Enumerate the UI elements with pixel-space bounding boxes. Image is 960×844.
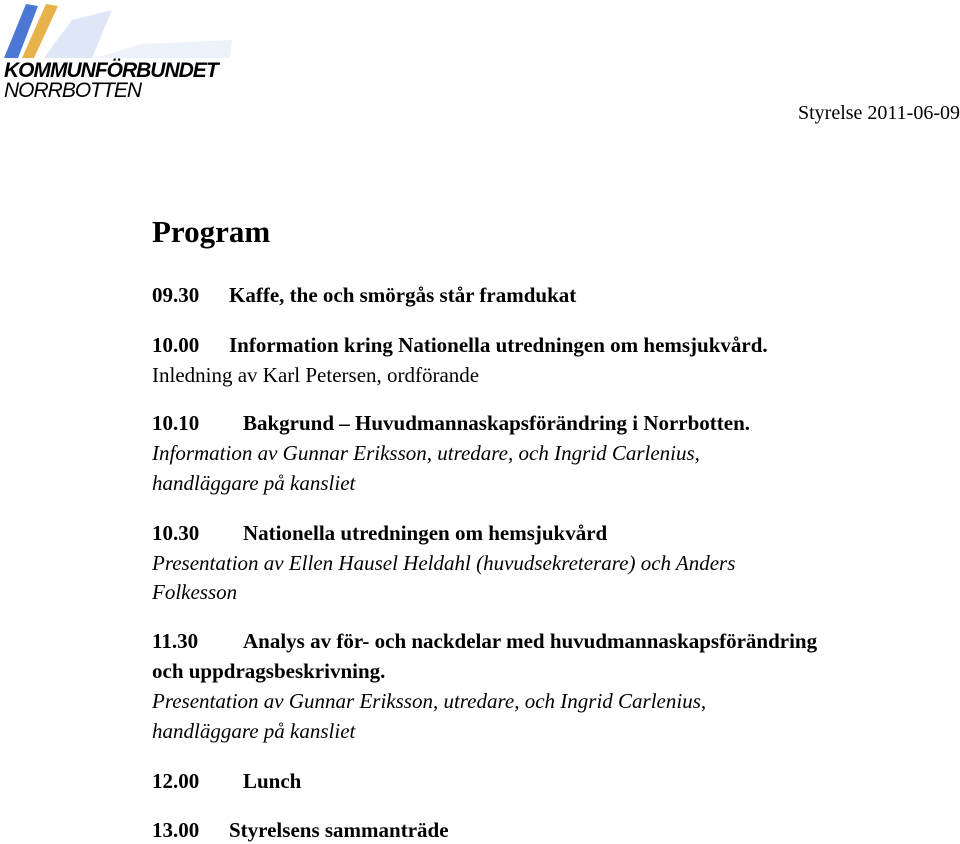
program-time: 10.30 — [152, 521, 200, 545]
program-time: 09.30 — [152, 283, 200, 307]
logo-text-line1: KOMMUNFÖRBUNDET — [4, 59, 218, 82]
program-heading: Analys av för- och nackdelar med huvudmannaskapsförändring — [243, 629, 818, 653]
logo-stripe-light — [44, 10, 112, 58]
program-item-0930 — [152, 283, 576, 308]
organization-logo — [0, 0, 240, 108]
program-item-1030 — [152, 521, 607, 546]
program-heading: Styrelsens sammanträde — [229, 818, 449, 842]
program-heading: Information kring Nationella utredningen om hemsjukvård. — [229, 333, 768, 357]
program-detail: Presentation av Ellen Hausel Heldahl (huvudsekreterare) och Anders — [152, 551, 736, 575]
meeting-date-header: Styrelse 2011-06-09 — [797, 102, 960, 124]
program-item-1130 — [152, 629, 817, 654]
program-detail: handläggare på kansliet — [152, 471, 356, 495]
program-time: 10.00 — [152, 333, 200, 357]
program-time: 11.30 — [152, 629, 199, 653]
program-detail: Inledning av Karl Petersen, ordförande — [152, 363, 480, 387]
program-detail: handläggare på kansliet — [152, 719, 356, 743]
program-time: 10.10 — [152, 411, 200, 435]
program-heading: Bakgrund – Huvudmannaskapsförändring i Norrbotten. — [243, 411, 751, 435]
program-heading: Kaffe, the och smörgås står framdukat — [229, 283, 577, 307]
page-title: Program — [152, 214, 271, 249]
program-detail: Folkesson — [152, 580, 238, 604]
program-heading: Lunch — [243, 769, 302, 793]
program-time: 13.00 — [152, 818, 200, 842]
program-item-1200 — [152, 769, 301, 794]
program-item-1010 — [152, 411, 750, 436]
logo-stripe-faint — [96, 40, 232, 58]
program-heading: Nationella utredningen om hemsjukvård — [243, 521, 608, 545]
program-item-1300 — [152, 818, 449, 843]
program-detail: Information av Gunnar Eriksson, utredare, och Ingrid Carlenius, — [152, 441, 700, 465]
program-heading-continued: och uppdragsbeskrivning. — [152, 659, 386, 683]
program-item-1000 — [152, 333, 768, 358]
logo-text-line2: NORRBOTTEN — [4, 79, 141, 102]
program-time: 12.00 — [152, 769, 200, 793]
program-detail: Presentation av Gunnar Eriksson, utredare, och Ingrid Carlenius, — [152, 689, 707, 713]
